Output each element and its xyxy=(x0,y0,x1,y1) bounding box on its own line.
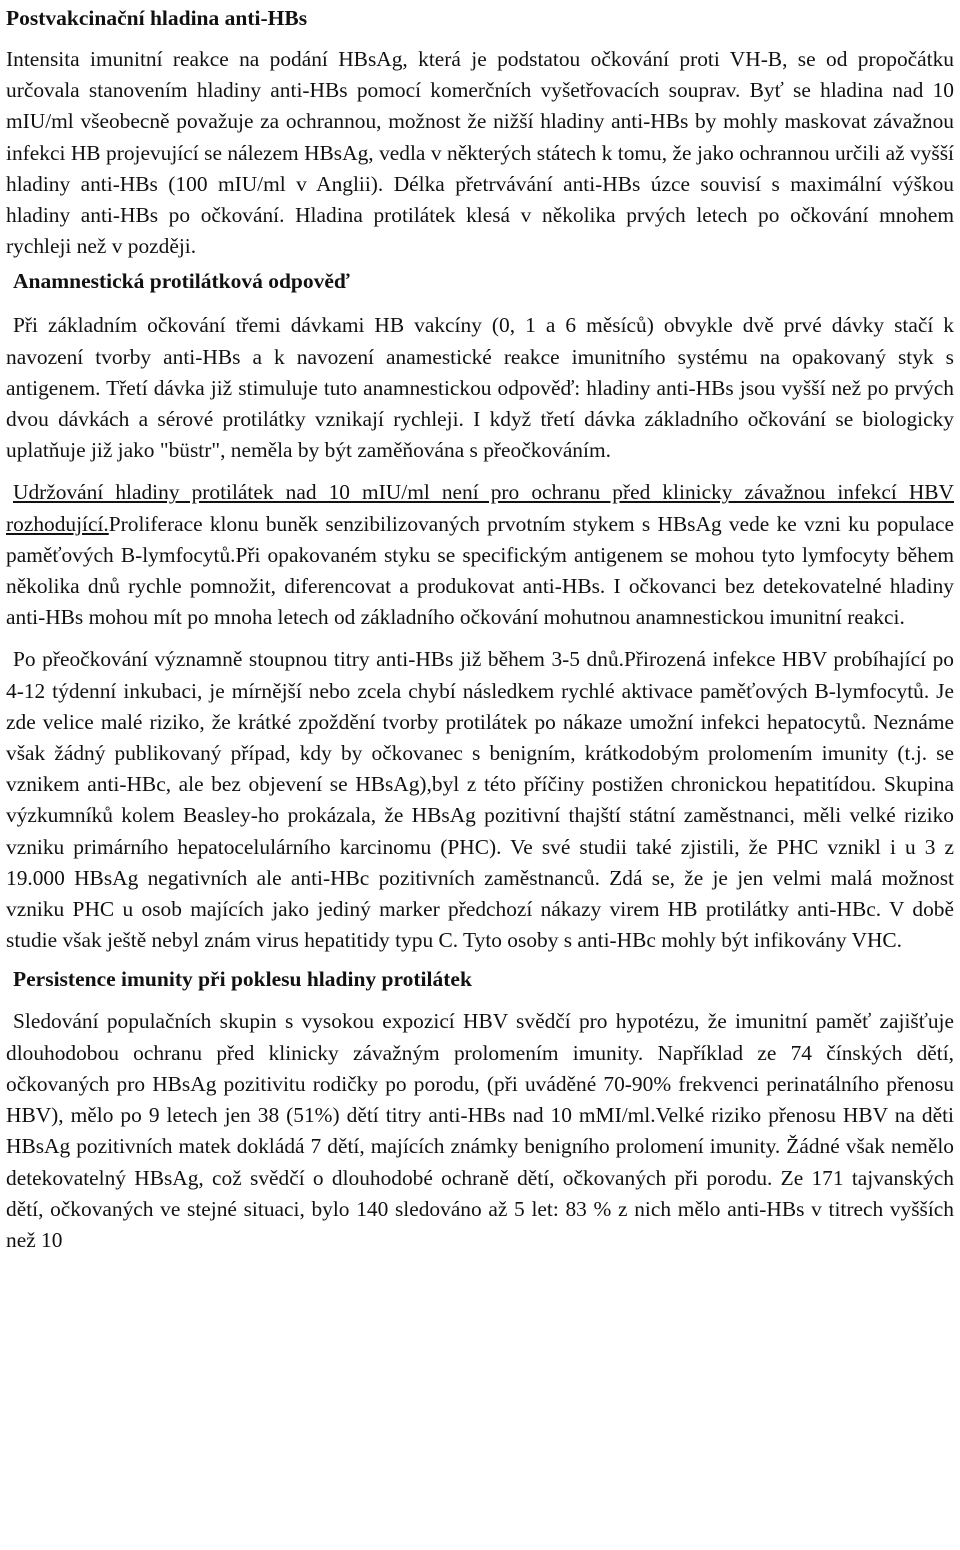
section-heading-immunity-persistence: Persistence imunity při poklesu hladiny protilátek xyxy=(13,967,472,992)
paragraph-proliferation-text: Proliferace klonu buněk senzibilizovaných prvotním stykem s HBsAg vede ke vzni ku populace paměťových B-lymfocytů.Při opakovaném styku se specifickým antigenem se mohou tyto lymfocyty během několika dnů rychle pomnožit, diferencovat a produkovat anti-HBs. I očkovanci bez detekovatelné hladiny anti-HBs mohou mít po mnoha letech od základního očkování mohutnou anamnestickou imunitní reakci. xyxy=(6,511,954,630)
paragraph-basic-vaccination: Při základním očkování třemi dávkami HB vakcíny (0, 1 a 6 měsíců) obvykle dvě prvé dávky stačí k navození tvorby anti-HBs a k navození anamestické reakce imunitního systému na opakovaný styk s antigenem. Třetí dávka již stimuluje tuto anamnestickou odpověď: hladiny anti-HBs jsou vyšší než po prvých dvou dávkách a sérové protilátky vznikají rychleji. I když třetí dávka základního očkování se biologicky uplatňuje již jako "büstr", neměla by být zaměňována s přeočkováním. xyxy=(6,313,954,463)
document-page xyxy=(6,0,954,1550)
paragraph-postvaccination-level: Intensita imunitní reakce na podání HBsAg, která je podstatou očkování proti VH-B, se od propočátku určovala stanovením hladiny anti-HBs pomocí komerčních vyšetřovacích souprav. Byť se hladina nad 10 mIU/ml všeobecně považuje za ochrannou, možnost že nižší hladiny anti-HBs by mohly maskovat závažnou infekci HB projevující se nálezem HBsAg, vedla v některých státech k tomu, že jako ochrannou určili až vyšší hladiny anti-HBs (100 mIU/ml v Anglii). Délka přetrvávání anti-HBs úzce souvisí s maximální výškou hladiny anti-HBs po očkování. Hladina protilátek klesá v několika prvých letech po očkování mnohem rychleji než v později. xyxy=(6,47,954,259)
underlined-statement: Udržování hladiny protilátek nad 10 mIU/ml není pro ochranu před klinicky závažnou infekcí HBV rozhodující. xyxy=(6,480,954,536)
paragraph-population-monitoring: Sledování populačních skupin s vysokou expozicí HBV svědčí pro hypotézu, že imunitní paměť zajišťuje dlouhodobou ochranu před klinicky závažným prolomením imunity. Například ze 74 čínských dětí, očkovaných pro HBsAg pozitivitu rodičky po porodu, (při uváděné 70-90% frekvenci perinatálního přenosu HBV), mělo po 9 letech jen 38 (51%) dětí titry anti-HBs nad 10 mMI/ml.Velké riziko přenosu HBV na děti HBsAg pozitivních matek dokládá 7 dětí, majících známky benigního prolomení imunity. Žádné však nemělo detekovatelný HBsAg, což svědčí o dlouhodobé ochraně dětí, očkovaných při porodu. Ze 171 tajvanských dětí, očkovaných ve stejné situaci, bylo 140 sledováno až 5 let: 83 % z nich mělo anti-HBs v titrech vyšších než 10 xyxy=(6,1009,954,1252)
section-heading-postvaccination-level: Postvakcinační hladina anti-HBs xyxy=(6,6,308,30)
paragraph-revaccination: Po přeočkování významně stoupnou titry anti-HBs již během 3-5 dnů.Přirozená infekce HBV probíhající po 4-12 týdenní inkubaci, je mírnější nebo zcela chybí následkem rychlé aktivace paměťových B-lymfocytů. Je zde velice malé riziko, že krátké zpoždění tvorby protilátek po nákaze umožní infekci hepatocytů. Neznáme však žádný publikovaný případ, kdy by očkovanec s benigním, krátkodobým prolomením imunity (t.j. se vznikem anti-HBc, ale bez objevení se HBsAg),byl z této příčiny postižen chronickou hepatitídou. Skupina výzkumníků kolem Beasley-ho prokázala, že HBsAg pozitivní thajští státní zaměstnanci, měli velké riziko vzniku primárního hepatocelulárního karcinomu (PHC). Ve své studii také zjistili, že PHC vznikl i u 3 z 19.000 HBsAg negativních ale anti-HBc pozitivních zaměstnanců. Zdá se, že je jen velmi malá možnost vzniku PHC u osob majících jako jediný marker předchozí nákazy virem HB protilátky anti-HBc. V době studie však ještě nebyl znám virus hepatitidy typu C. Tyto osoby s anti-HBc mohly být infikovány VHC. xyxy=(6,647,954,953)
paragraph-antibody-maintenance xyxy=(6,477,954,633)
section-heading-anamnestic-response: Anamnestická protilátková odpověď xyxy=(13,269,350,294)
